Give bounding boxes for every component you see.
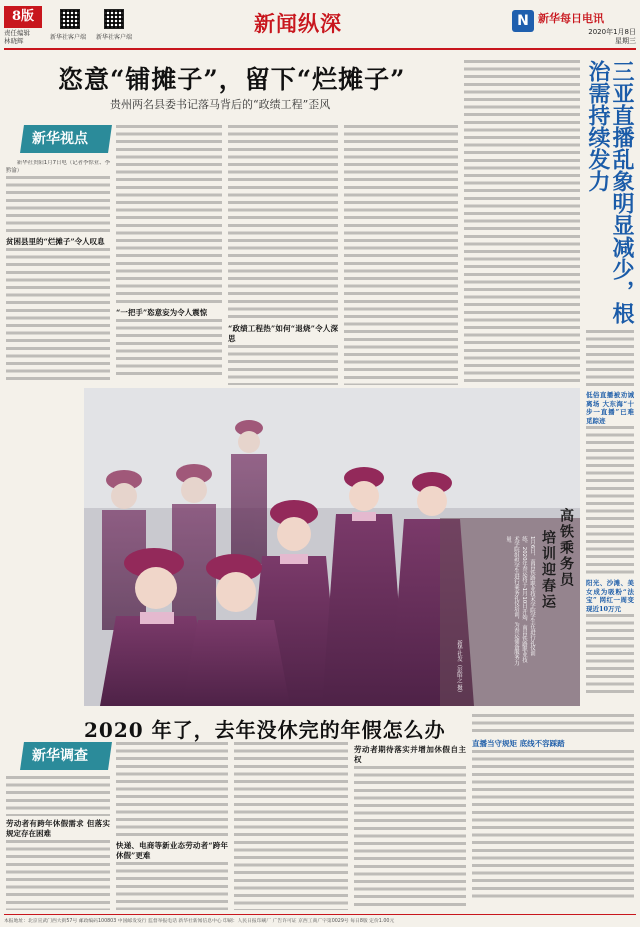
article-column <box>6 776 110 910</box>
article-subhead: 劳动者有跨年休假需求 但落实规定存在困难 <box>6 819 110 838</box>
qr-code-icon <box>60 9 80 29</box>
body-text <box>6 176 110 234</box>
article-column <box>354 742 466 910</box>
section-tag <box>20 742 112 770</box>
lead-headline: 恣意“铺摊子”，留下“烂摊子” <box>58 65 406 94</box>
header-rule <box>4 48 636 50</box>
article-subhead: 阳光、沙滩、美女成为吸粉“法宝” 网红一周变现近10万元 <box>586 579 634 613</box>
body-text <box>116 125 222 305</box>
body-text <box>6 840 110 910</box>
body-text <box>6 776 110 816</box>
page-number-badge: 8版 <box>4 6 42 28</box>
body-text <box>354 766 466 906</box>
article-subhead: 低俗直播被劝诫离场 大东海“十步一直播”已难觅踪迹 <box>586 391 634 425</box>
body-text <box>472 750 634 900</box>
body-text <box>464 60 580 385</box>
body-text <box>586 614 634 694</box>
article-subhead: “一把手”恣意妄为令人震惊 <box>116 308 208 317</box>
body-text <box>6 248 110 385</box>
body-text <box>116 862 228 910</box>
second-headline: 2020 年了，去年没休完的年假怎么办 <box>84 718 446 742</box>
qr-label: 新华社客户端 <box>96 34 133 41</box>
article-column <box>464 60 580 385</box>
article-column <box>586 388 634 708</box>
photo-caption: 1月6日，南昌铁路职业技术学院学生在进行礼仪训练。2020年春运将于1月10日开始，南昌铁路职业技术学院组织学生进行乘务礼仪培训，为春运储备服务力量。 <box>505 536 535 666</box>
article-subhead: 直播当守规矩 底线不容踩踏 <box>472 739 565 748</box>
body-text <box>586 426 634 576</box>
newspaper-name: 新华每日电讯 <box>538 12 604 25</box>
editor-info <box>4 30 30 45</box>
article-subhead: 劳动者期待落实并增加休假自主权 <box>354 745 466 764</box>
article-column <box>234 742 348 910</box>
body-text <box>586 330 634 386</box>
body-text <box>228 345 338 385</box>
page-footer: 本报地址：北京宣武门西大街57号 邮政编码100803 中国邮发发行 监督举报电话 新华社新闻信息中心 印刷：人民日报印刷厂 广告许可证 京西工商广字第0029号 每日8版 定价1.00元 <box>4 914 636 924</box>
right-story-title: 三亚直播乱象明显减少，根治需持续发力 <box>585 60 635 324</box>
body-text <box>228 125 338 321</box>
editor-name: 林晓辉 <box>4 36 24 45</box>
qr-code-icon <box>104 9 124 29</box>
photo-title: 培训迎春运 <box>540 530 556 610</box>
body-text <box>344 125 458 385</box>
editor-label: 责任编辑 <box>4 29 30 37</box>
article-column <box>472 714 634 910</box>
weekday-text: 星期三 <box>615 37 636 45</box>
body-text <box>234 742 348 910</box>
article-subhead: 快递、电商等新业态劳动者“跨年休假”更难 <box>116 841 228 860</box>
article-column <box>116 742 228 910</box>
section-title: 新闻纵深 <box>254 11 342 36</box>
page-header <box>4 6 636 46</box>
photo-credit: 新华社发（彭昭之 摄） <box>456 640 462 696</box>
newspaper-logo-icon: N <box>512 10 534 32</box>
section-tag-label: 新华调查 <box>32 748 88 764</box>
section-tag-label: 新华视点 <box>32 131 88 147</box>
body-text <box>116 319 222 379</box>
byline: 新华社贵阳1月7日电（记者李惊亚、李黔渝） <box>6 160 110 174</box>
article-column <box>6 160 110 385</box>
date-text: 2020年1月8日 <box>588 28 636 36</box>
article-subhead: 贫困县里的“烂摊子”令人叹息 <box>6 237 105 247</box>
article-column <box>116 125 222 385</box>
article-column <box>228 125 338 385</box>
article-column <box>586 330 634 386</box>
qr-label: 新华社客户端 <box>50 34 87 41</box>
article-column <box>344 125 458 385</box>
photo-title: 高铁乘务员 <box>558 508 574 588</box>
right-subhead-hidden <box>586 160 587 161</box>
issue-date <box>562 28 636 46</box>
body-text <box>116 742 228 838</box>
body-text <box>472 714 634 736</box>
lead-subhead: 贵州两名县委书记落马背后的“政绩工程”歪风 <box>110 98 331 111</box>
article-subhead: “政绩工程热”如何“退烧”令人深思 <box>228 324 338 343</box>
section-tag <box>20 125 112 153</box>
